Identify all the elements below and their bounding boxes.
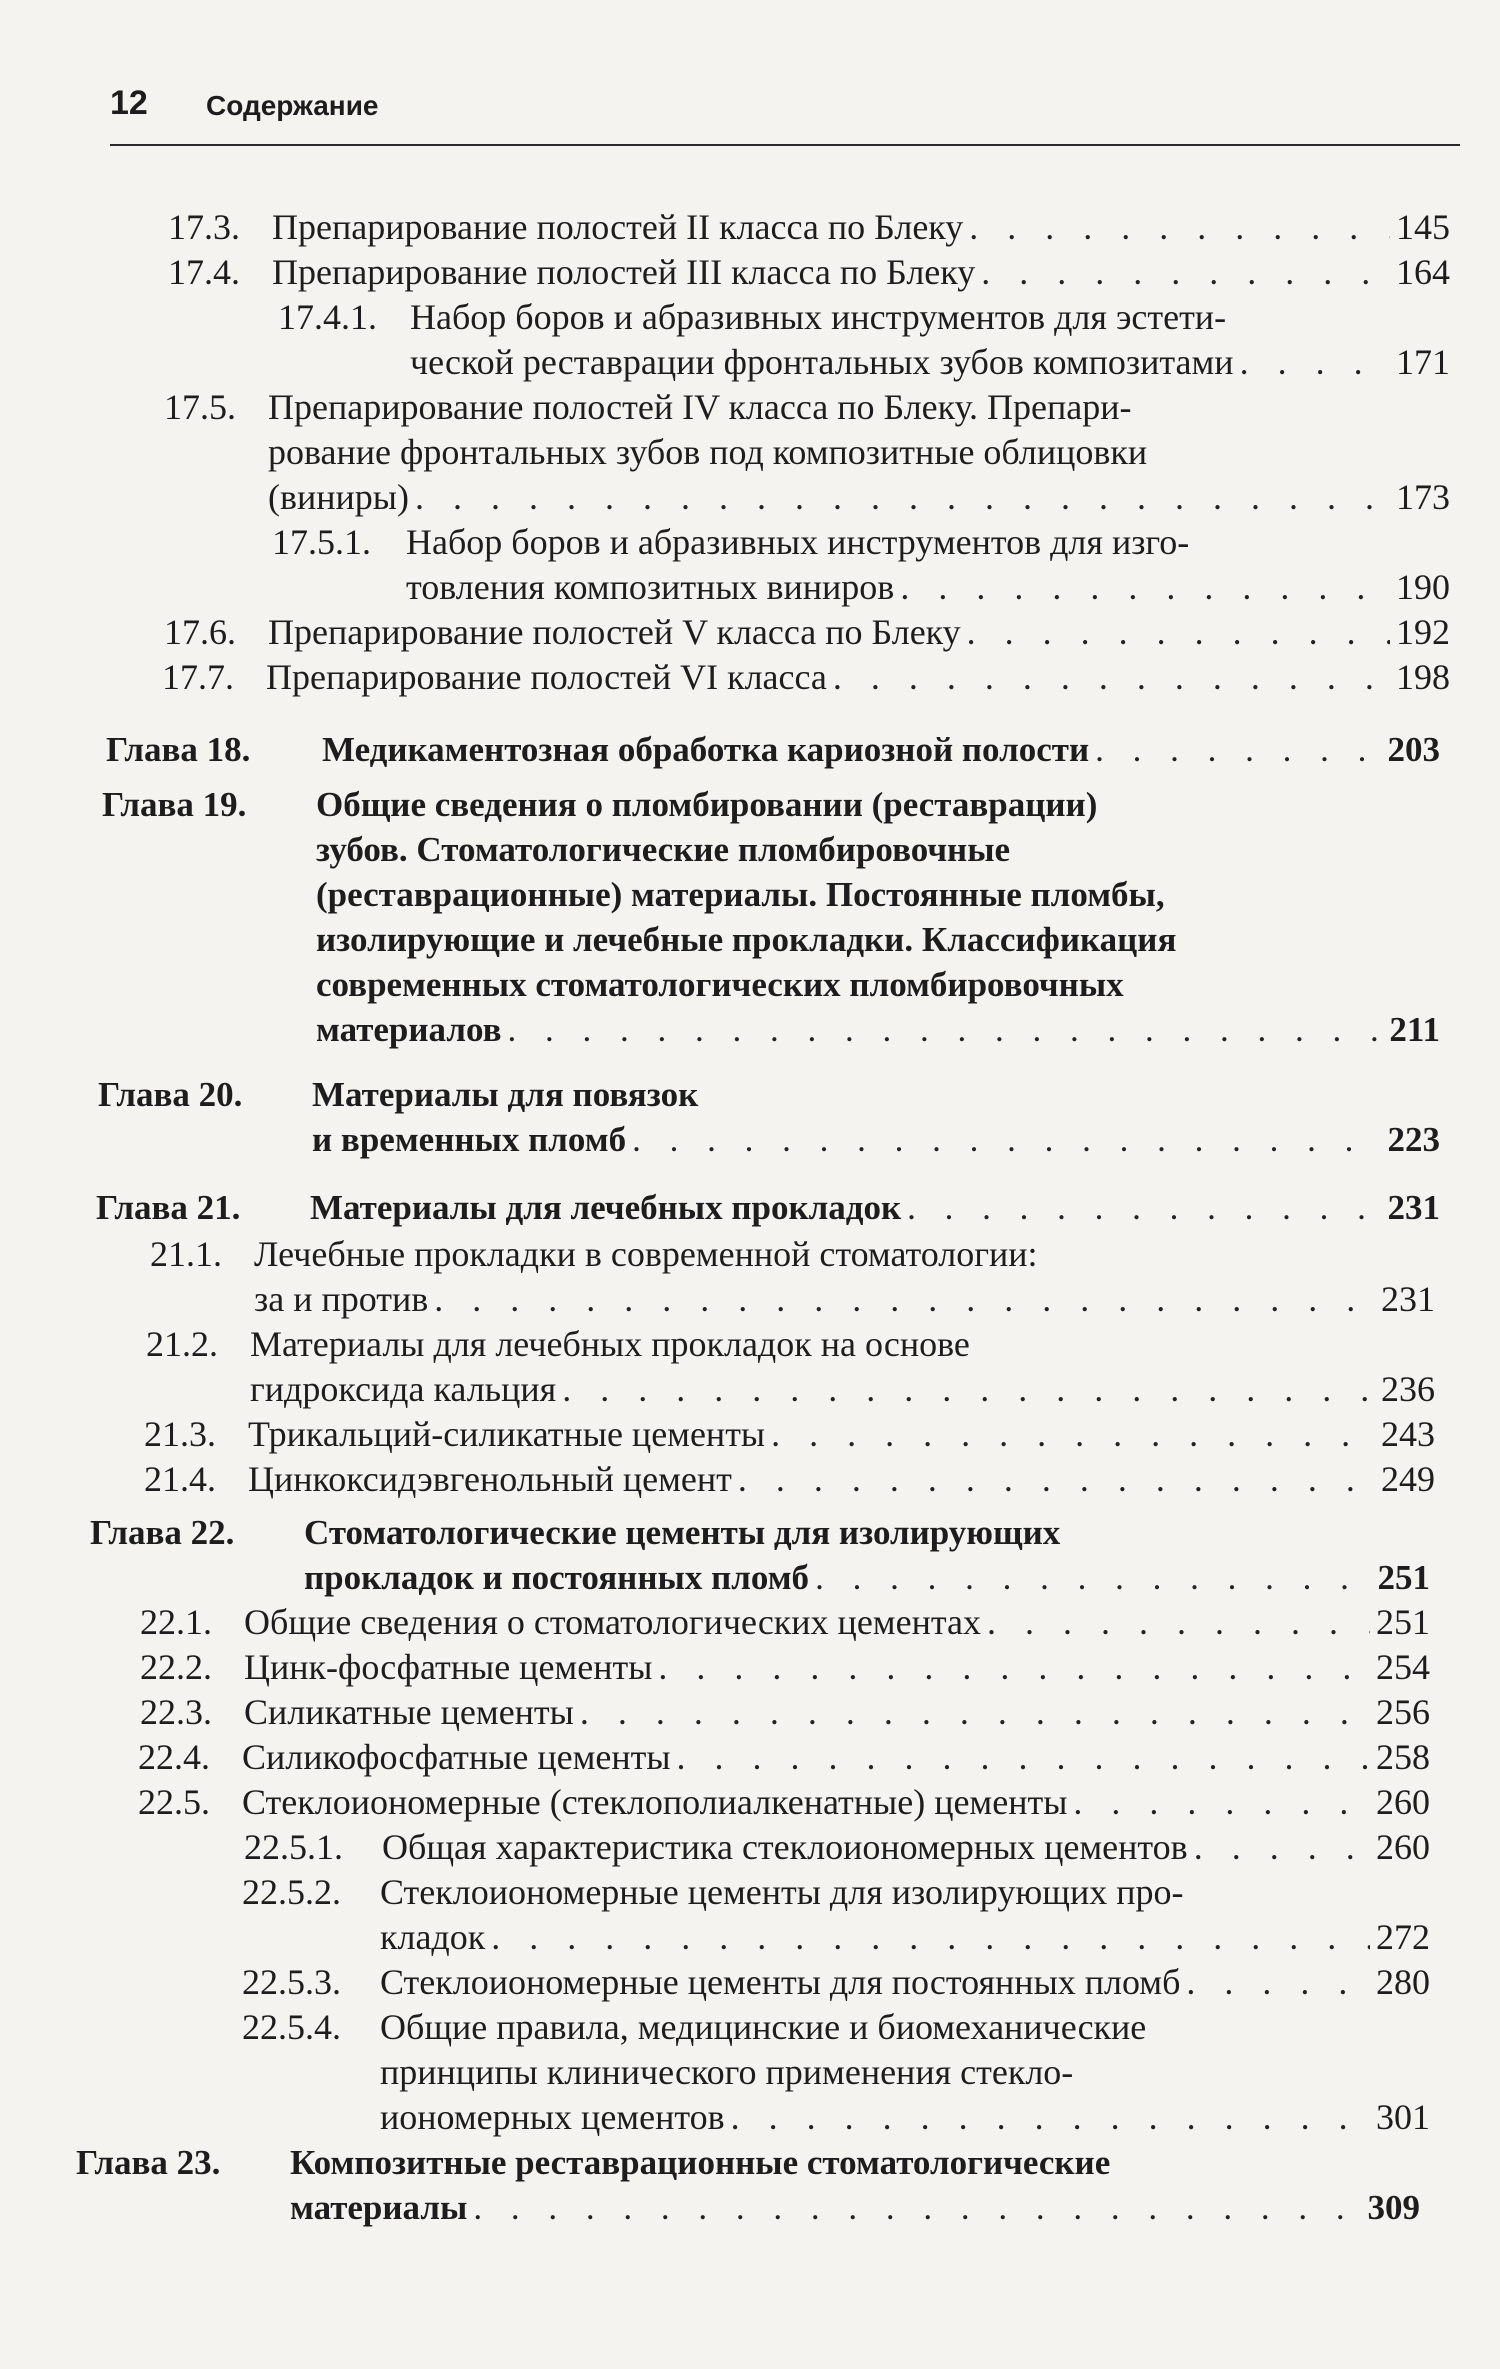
toc-entry-title-line: Набор боров и абразивных инструментов для изго-: [406, 522, 1190, 562]
dot-leader: [771, 1412, 1375, 1457]
toc-page-number: 249: [1381, 1459, 1435, 1499]
dot-leader: [580, 1690, 1370, 1735]
toc-entry-title-line: Силикатные цементы: [244, 1692, 574, 1732]
dot-leader: [434, 1277, 1375, 1322]
toc-entry-number: Глава 18.: [106, 730, 251, 769]
toc-entry-title-line: кладок: [380, 1917, 486, 1957]
toc-page-number: 231: [1381, 1279, 1435, 1319]
toc-page-number: 203: [1387, 730, 1440, 769]
toc-page-number: 236: [1381, 1369, 1435, 1409]
toc-entry-title-line: Медикаментозная обработка кариозной полости: [322, 730, 1090, 769]
toc-page-number: 254: [1376, 1647, 1430, 1687]
toc-page-number: 280: [1376, 1962, 1430, 2002]
toc-entry-number: 22.5.: [138, 1782, 210, 1822]
toc-entry-title-line: зубов. Стоматологические пломбировочные: [316, 830, 1011, 869]
dot-leader: [738, 1457, 1375, 1502]
toc-entry-number: Глава 19.: [102, 785, 247, 824]
dot-leader: [1240, 340, 1390, 385]
dot-leader: [658, 1645, 1370, 1690]
toc-entry-number: 17.4.: [168, 252, 240, 292]
toc-page-number: 272: [1376, 1917, 1430, 1957]
dot-leader: [415, 475, 1390, 520]
toc-entry-title-line: Стеклоиономерные цементы для изолирующих про-: [380, 1872, 1184, 1912]
toc-page-number: 173: [1396, 477, 1450, 517]
toc-entry-number: Глава 21.: [96, 1188, 241, 1227]
toc-entry-number: 17.5.1.: [272, 522, 371, 562]
toc-entry-number: 17.6.: [164, 612, 236, 652]
toc-entry-number: 22.4.: [138, 1737, 210, 1777]
toc-entry-number: 22.3.: [140, 1692, 212, 1732]
toc-page-number: 231: [1387, 1188, 1440, 1227]
toc-entry-number: 22.5.2.: [242, 1872, 341, 1912]
toc-entry-title-line: прокладок и постоянных пломб: [304, 1558, 810, 1597]
toc-entry-title-line: изолирующие и лечебные прокладки. Классификация: [316, 920, 1177, 959]
dot-leader: [508, 1007, 1384, 1052]
dot-leader: [562, 1367, 1375, 1412]
toc-entry-title-line: Стеклоиономерные цементы для постоянных пломб: [380, 1962, 1181, 2002]
toc-entry-title-line: (реставрационные) материалы. Постоянные пломбы,: [316, 875, 1165, 914]
toc-entry-title-line: Силикофосфатные цементы: [242, 1737, 671, 1777]
toc-entry-number: 22.5.4.: [242, 2007, 341, 2047]
toc-entry-number: 22.5.3.: [242, 1962, 341, 2002]
dot-leader: [900, 565, 1390, 610]
dot-leader: [677, 1735, 1370, 1780]
toc-entry-title-line: материалы: [290, 2188, 468, 2227]
toc-page-number: 256: [1376, 1692, 1430, 1732]
dot-leader: [969, 205, 1390, 250]
dot-leader: [632, 1117, 1381, 1162]
toc-entry-title-line: товления композитных виниров: [406, 567, 895, 607]
toc-entry-number: Глава 22.: [90, 1513, 235, 1552]
toc-entry-title-line: Стоматологические цементы для изолирующих: [304, 1513, 1061, 1552]
toc-page-number: 260: [1376, 1827, 1430, 1867]
toc-entry-number: 22.2.: [140, 1647, 212, 1687]
toc-page-number: 192: [1396, 612, 1450, 652]
toc-entry-title-line: современных стоматологических пломбировочных: [316, 965, 1124, 1004]
dot-leader: [473, 2185, 1361, 2230]
toc-entry-title-line: (виниры): [268, 477, 409, 517]
toc-entry-title-line: иономерных цементов: [380, 2097, 725, 2137]
toc-entry-title-line: рование фронтальных зубов под композитные облицовки: [268, 432, 1148, 472]
toc-entry-title-line: Цинк-фосфатные цементы: [244, 1647, 653, 1687]
toc-entry-number: 21.4.: [144, 1459, 216, 1499]
toc-entry-title-line: гидроксида кальция: [250, 1369, 557, 1409]
toc-entry-title-line: Общие сведения о пломбировании (реставрации): [316, 785, 1098, 824]
toc-page-number: 309: [1367, 2188, 1420, 2227]
toc-entry-title-line: Препарирование полостей VI класса: [266, 657, 827, 697]
dot-leader: [1186, 1960, 1370, 2005]
toc-entry-title-line: Общие правила, медицинские и биомеханические: [380, 2007, 1147, 2047]
toc-entry-number: Глава 23.: [76, 2143, 221, 2182]
toc-page-number: 251: [1377, 1558, 1430, 1597]
toc-page-number: 260: [1376, 1782, 1430, 1822]
toc-entry-number: 21.1.: [150, 1234, 222, 1274]
toc-entry-number: 21.2.: [146, 1324, 218, 1364]
toc-entry-title-line: Препарирование полостей III класса по Блеку: [272, 252, 976, 292]
dot-leader: [1194, 1825, 1370, 1870]
toc-entry-number: 22.5.1.: [244, 1827, 343, 1867]
dot-leader: [907, 1185, 1381, 1230]
toc-entry-title-line: Материалы для лечебных прокладок: [310, 1188, 902, 1227]
toc-entry-number: 17.7.: [162, 657, 234, 697]
toc-page-number: 198: [1396, 657, 1450, 697]
toc-page-number: 251: [1376, 1602, 1430, 1642]
toc-entry-number: 21.3.: [144, 1414, 216, 1454]
toc-entry-title-line: Набор боров и абразивных инструментов для эстети-: [410, 297, 1227, 337]
toc-entry-title-line: за и против: [254, 1279, 429, 1319]
toc-page-number: 258: [1376, 1737, 1430, 1777]
toc-entry-title-line: и временных пломб: [312, 1120, 627, 1159]
dot-leader: [815, 1555, 1371, 1600]
toc-page-number: 190: [1396, 567, 1450, 607]
toc-entry-title-line: Препарирование полостей IV класса по Блеку. Препари-: [268, 387, 1132, 427]
dot-leader: [491, 1915, 1370, 1960]
toc-entry-number: 17.4.1.: [278, 297, 377, 337]
toc-entry-title-line: Трикальций-силикатные цементы: [248, 1414, 766, 1454]
toc-entry-number: 17.3.: [168, 207, 240, 247]
toc-entry-title-line: Общая характеристика стеклоиономерных цементов: [382, 1827, 1188, 1867]
toc-entry-title-line: ческой реставрации фронтальных зубов композитами: [410, 342, 1234, 382]
toc-entry-title-line: материалов: [316, 1010, 502, 1049]
toc-page-number: 223: [1387, 1120, 1440, 1159]
toc-entry-title-line: Цинкоксидэвгенольный цемент: [248, 1459, 732, 1499]
dot-leader: [987, 1600, 1370, 1645]
page-number: 12: [110, 84, 148, 122]
toc-entry-title-line: Препарирование полостей V класса по Блеку: [268, 612, 961, 652]
toc-entry-number: Глава 20.: [98, 1075, 243, 1114]
toc-page-number: 145: [1396, 207, 1450, 247]
toc-entry-number: 22.1.: [140, 1602, 212, 1642]
toc-page-number: 164: [1396, 252, 1450, 292]
toc-entry-title-line: Препарирование полостей II класса по Блеку: [272, 207, 964, 247]
running-title: Содержание: [206, 90, 379, 121]
toc-page-number: 301: [1376, 2097, 1430, 2137]
toc-entry-title-line: Лечебные прокладки в современной стоматологии:: [254, 1234, 1038, 1274]
dot-leader: [967, 610, 1390, 655]
toc-entry-title-line: Материалы для повязок: [312, 1075, 699, 1114]
toc-entry-title-line: принципы клинического применения стекло-: [380, 2052, 1074, 2092]
toc-page-number: 211: [1389, 1010, 1440, 1049]
toc-entry-number: 17.5.: [164, 387, 236, 427]
toc-page-number: 171: [1396, 342, 1450, 382]
toc-entry-title-line: Стеклоиономерные (стеклополиалкенатные) цементы: [242, 1782, 1068, 1822]
toc-entry-title-line: Материалы для лечебных прокладок на основе: [250, 1324, 970, 1364]
toc-entry-title-line: Общие сведения о стоматологических цементах: [244, 1602, 981, 1642]
toc-entry-title-line: Композитные реставрационные стоматологические: [290, 2143, 1111, 2182]
toc-page-number: 243: [1381, 1414, 1435, 1454]
dot-leader: [833, 655, 1390, 700]
dot-leader: [731, 2095, 1370, 2140]
dot-leader: [981, 250, 1390, 295]
dot-leader: [1073, 1780, 1370, 1825]
dot-leader: [1095, 727, 1381, 772]
